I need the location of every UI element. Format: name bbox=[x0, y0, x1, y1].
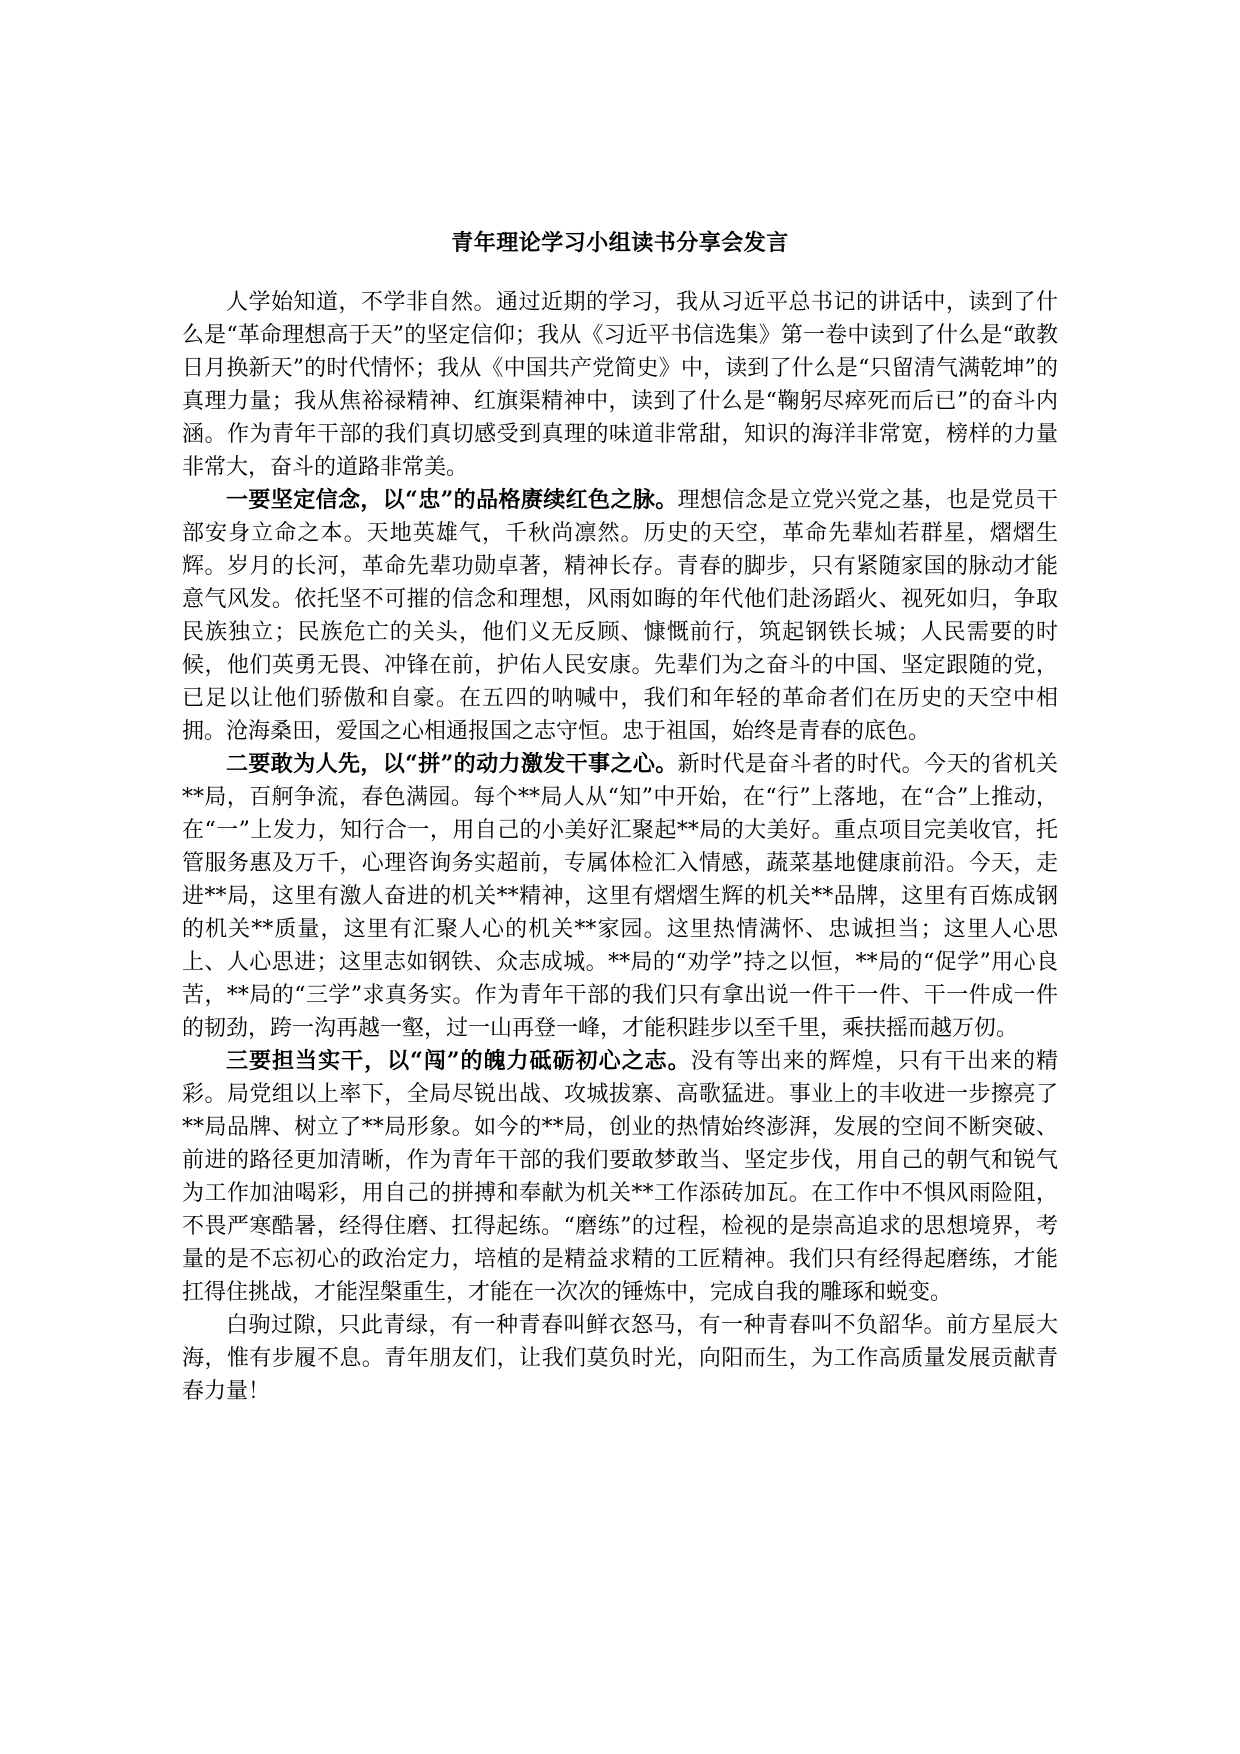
closing-paragraph: 白驹过隙，只此青绿，有一种青春叫鲜衣怒马，有一种青春叫不负韶华。前方星辰大海，惟有步履不息。青年朋友们，让我们莫负时光，向阳而生，为工作高质量发展贡献青春力量！ bbox=[182, 1313, 1058, 1404]
document-title: 青年理论学习小组读书分享会发言 bbox=[451, 230, 789, 256]
section-heading-2: 二要敢为人先，以“拼”的动力激发干事之心。 bbox=[226, 751, 678, 777]
section-text-2: 新时代是奋斗者的时代。今天的省机关**局，百舸争流，春色满园。每个**局人从“知”中开始，在“行”上落地，在“合”上推动，在“一”上发力，知行合一，用自己的小美好汇聚起**局的大美好。重点项目完美收官，托管服务惠及万千，心理咨询务实超前，专属体检汇入情感，蔬菜基地健康前沿。今天，走进**局，这里有激人奋进的机关**精神，这里有熠熠生辉的机关**品牌，这里有百炼成钢的机关**质量，这里有汇聚人心的机关**家园。这里热情满怀、忠诚担当；这里人心思上、人心思进；这里志如钢铁、众志成城。**局的“劝学”持之以恒，**局的“促学”用心良苦，**局的“三学”求真务实。作为青年干部的我们只有拿出说一件干一件、干一件成一件的韧劲，跨一沟再越一壑，过一山再登一峰，才能积跬步以至千里，乘扶摇而越万仞。 bbox=[182, 752, 1058, 1041]
intro-paragraph: 人学始知道，不学非自然。通过近期的学习，我从习近平总书记的讲话中，读到了什么是“革命理想高于天”的坚定信仰；我从《习近平书信选集》第一卷中读到了什么是“敢教日月换新天”的时代情怀；我从《中国共产党简史》中，读到了什么是“只留清气满乾坤”的真理力量；我从焦裕禄精神、红旗渠精神中，读到了什么是“鞠躬尽瘁死而后已”的奋斗内涵。作为青年干部的我们真切感受到真理的味道非常甜，知识的海洋非常宽，榜样的力量非常大，奋斗的道路非常美。 bbox=[182, 290, 1058, 480]
document-body bbox=[182, 286, 1058, 1408]
section-paragraph-1 bbox=[182, 484, 1058, 748]
section-paragraph-3 bbox=[182, 1045, 1058, 1309]
section-paragraph-2 bbox=[182, 748, 1058, 1045]
section-text-1: 理想信念是立党兴党之基，也是党员干部安身立命之本。天地英雄气，千秋尚凛然。历史的天空，革命先辈灿若群星，熠熠生辉。岁月的长河，革命先辈功勋卓著，精神长存。青春的脚步，只有紧随家国的脉动才能意气风发。依托坚不可摧的信念和理想，风雨如晦的年代他们赴汤蹈火、视死如归，争取民族独立；民族危亡的关头，他们义无反顾、慷慨前行，筑起钢铁长城；人民需要的时候，他们英勇无畏、冲锋在前，护佑人民安康。先辈们为之奋斗的中国、坚定跟随的党，已足以让他们骄傲和自豪。在五四的呐喊中，我们和年轻的革命者们在历史的天空中相拥。沧海桑田，爱国之心相通报国之志守恒。忠于祖国，始终是青春的底色。 bbox=[182, 488, 1058, 744]
section-text-3: 没有等出来的辉煌，只有干出来的精彩。局党组以上率下，全局尽锐出战、攻城拔寨、高歌猛进。事业上的丰收进一步擦亮了**局品牌、树立了**局形象。如今的**局，创业的热情始终澎湃，发展的空间不断突破、前进的路径更加清晰，作为青年干部的我们要敢梦敢当、坚定步伐，用自己的朝气和锐气为工作加油喝彩，用自己的拼搏和奉献为机关**工作添砖加瓦。在工作中不惧风雨险阻，不畏严寒酷暑，经得住磨、扛得起练。“磨练”的过程，检视的是崇高追求的思想境界，考量的是不忘初心的政治定力，培植的是精益求精的工匠精神。我们只有经得起磨练，才能扛得住挑战，才能涅槃重生，才能在一次次的锤炼中，完成自我的雕琢和蜕变。 bbox=[182, 1049, 1058, 1305]
section-heading-3: 三要担当实干，以“闯”的魄力砥砺初心之志。 bbox=[226, 1048, 691, 1074]
section-heading-1: 一要坚定信念，以“忠”的品格赓续红色之脉。 bbox=[226, 487, 678, 513]
